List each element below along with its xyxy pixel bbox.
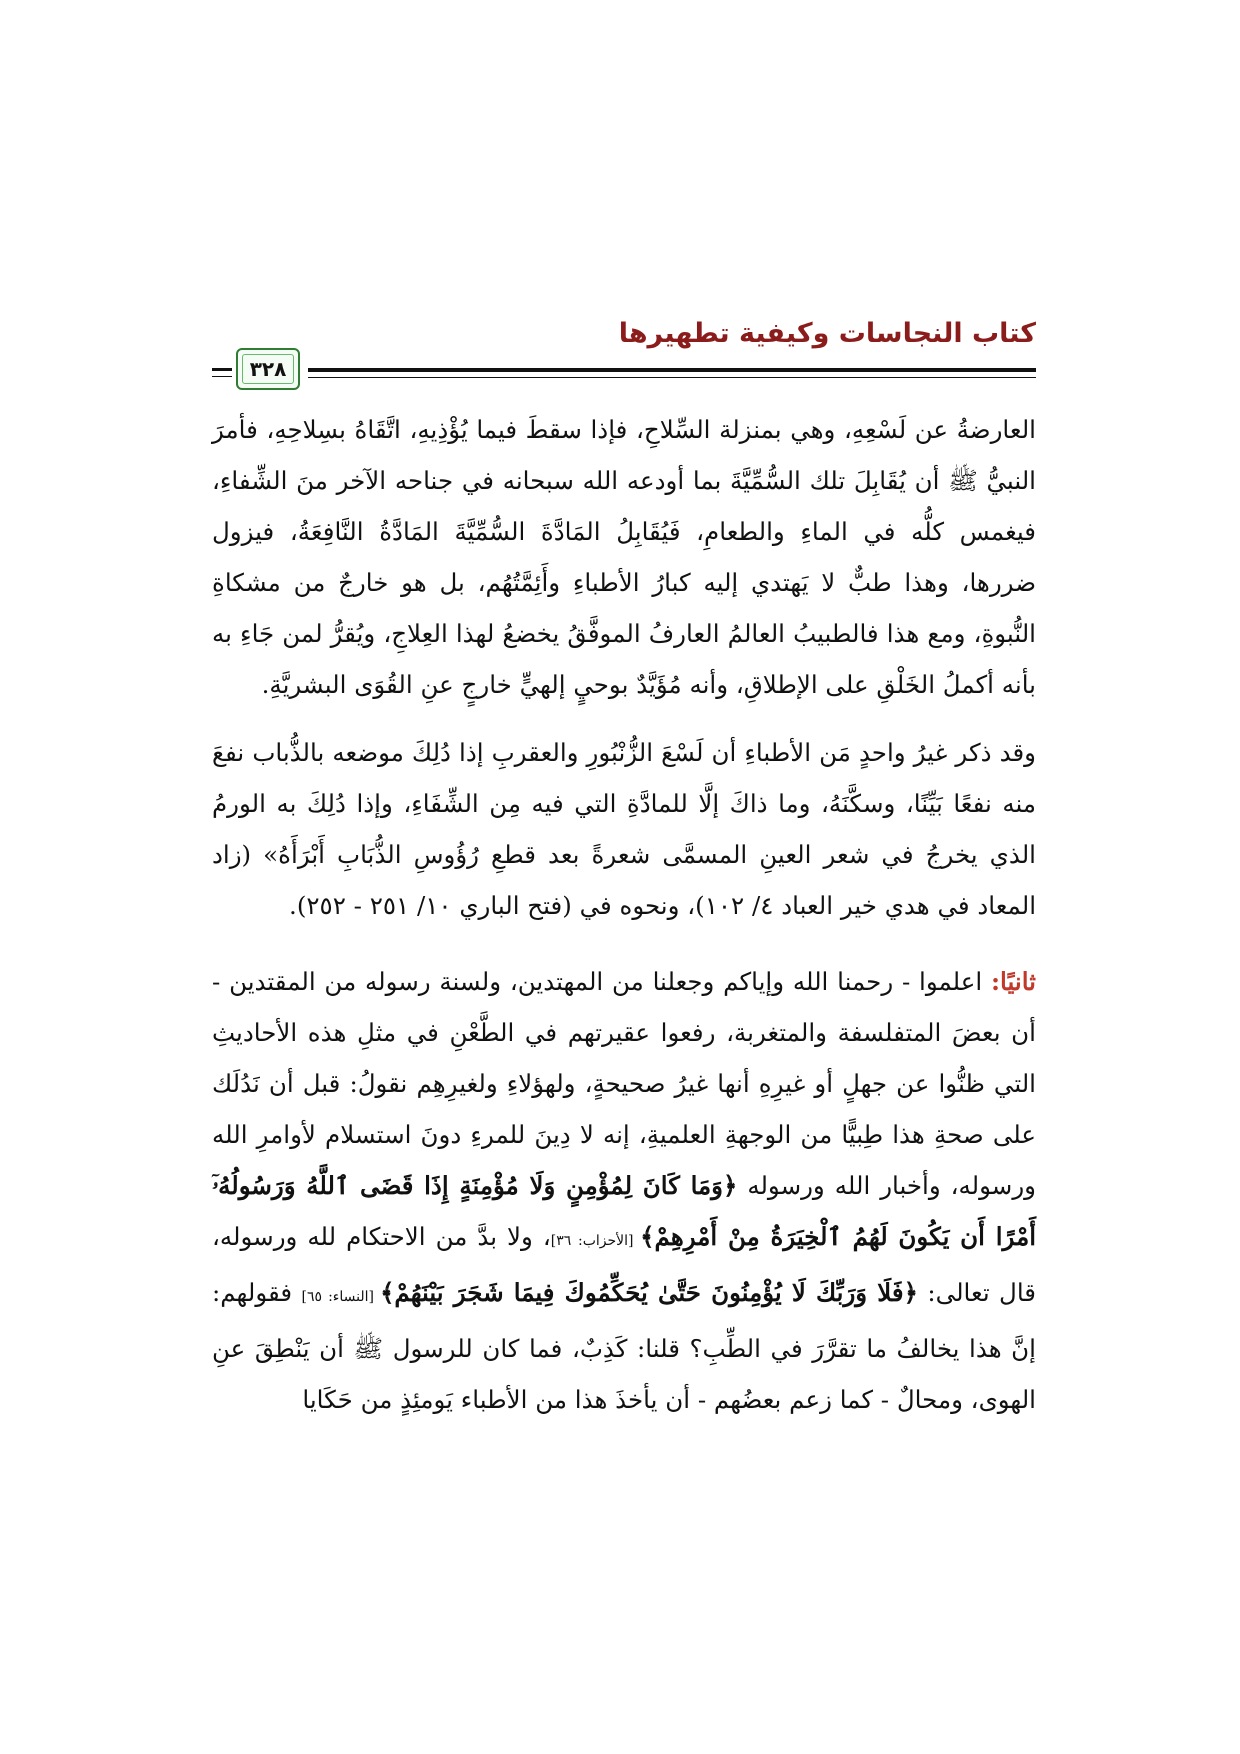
verse-reference-2: [النساء: ٦٥] [301, 1289, 381, 1305]
header-rule-thin [308, 377, 1036, 378]
verse-reference-1: [الأحزاب: ٣٦] [550, 1233, 641, 1249]
page-header [212, 318, 1036, 390]
header-rule-left [212, 368, 232, 371]
paragraph-3-part-1: اعلموا - رحمنا الله وإياكم وجعلنا من المهتدين، ولسنة رسوله من المقتدين - أن بعضَ المتفلسفة والمتغربة، رفعوا عقيرتهم في الطَّعْنِ في مثلِ هذه الأحاديثِ التي ظنُّوا عن جهلٍ أو غيرِهِ أنها غيرُ صحيحةٍ، ولهؤلاءِ ولغيرِهِم نقولُ: قبل أن نَدُلَك على صحةِ هذا طِبيًّا من الوجهةِ العلميةِ، إنه لا دِينَ للمرءِ دونَ استسلام لأوامرِ الله ورسوله، وأخبار الله ورسوله [212, 967, 1036, 1200]
header-rule-thick [308, 368, 1036, 372]
header-rule-left-thin [212, 376, 232, 377]
quran-verse-1: ﴿وَمَا كَانَ لِمُؤْمِنٍ وَلَا مُؤْمِنَةٍ إِذَا قَضَى ٱللَّهُ وَرَسُولُهُۥٓ أَمْرًا أَن يَكُونَ لَهُمُ ٱلْخِيَرَةُ مِنْ أَمْرِهِمْ﴾ [212, 1171, 1036, 1251]
book-title: كتاب النجاسات وكيفية تطهيرها [618, 318, 1036, 349]
paragraph-3 [212, 956, 1036, 1425]
page-number: ٣٢٨ [249, 357, 287, 381]
paragraph-3-part-3: فقولهم: إنَّ هذا يخالفُ ما تقرَّرَ في الطِّبِ؟ قلنا: كَذِبٌ، فما كان للرسول ﷺ أن يَنْطِقَ عنِ الهوى، ومحالٌ - كما زعم بعضُهم - أن يأخذَ هذا من الأطباء يَومئِذٍ من حَكَايا [212, 1278, 1036, 1414]
section-label: ثانيًا: [990, 967, 1036, 996]
page-body [212, 404, 1036, 1674]
paragraph-2: وقد ذكر غيرُ واحدٍ مَن الأطباءِ أن لَسْعَ الزُّنْبُورِ والعقربِ إذا دُلِكَ موضعه بالذُّباب نفعَ منه نفعًا بَيِّنًا، وسكَّنَهُ، وما ذاكَ إلَّا للمادَّةِ التي فيه مِن الشِّفَاءِ، وإذا دُلِكَ به الورمُ الذي يخرجُ في شعر العينِ المسمَّى شعرةً بعد قطعِ رُؤُوسِ الذُّبَابِ أَبْرَأَهُ» (زاد المعاد في هدي خير العباد ٤/ ١٠٢)، ونحوه في (فتح الباري ١٠/ ٢٥١ - ٢٥٢). [212, 738, 1036, 920]
paragraph-3-part-2: ، ولا بدَّ من الاحتكام لله ورسوله، قال تعالى: [212, 1222, 1037, 1307]
paragraph-1: العارضةُ عن لَسْعِهِ، وهي بمنزلة السِّلاحِ، فإذا سقطَ فيما يُؤْذِيهِ، اتَّقَاهُ بسِلاحِهِ، فأمرَ النبيُّ ﷺ أن يُقَابِلَ تلك السُّمِّيَّةَ بما أودعه الله سبحانه في جناحه الآخر منَ الشِّفاءِ، فيغمس كلُّه في الماءِ والطعامِ، فَيُقَابِلُ المَادَّةَ السُّمِّيَّةَ المَادَّةُ النَّافِعَةُ، فيزول ضررها، وهذا طبٌّ لا يَهتدي إليه كبارُ الأطباءِ وأَئِمَّتُهُم، بل هو خارجٌ من مشكاةِ النُّبوةِ، ومع هذا فالطبيبُ العالمُ العارفُ الموفَّقُ يخضعُ لهذا العِلاجِ، ويُقرُّ لمن جَاءِ به بأنه أكملُ الخَلْقِ على الإطلاقِ، وأنه مُؤَيَّدٌ بوحيٍ إلهيٍّ خارجٍ عنِ القُوَى البشريَّةِ. [212, 415, 1036, 699]
quran-verse-2: ﴿فَلَا وَرَبِّكَ لَا يُؤْمِنُونَ حَتَّىٰ يُحَكِّمُوكَ فِيمَا شَجَرَ بَيْنَهُمْ﴾ [380, 1278, 918, 1307]
page-number-badge [236, 348, 300, 390]
